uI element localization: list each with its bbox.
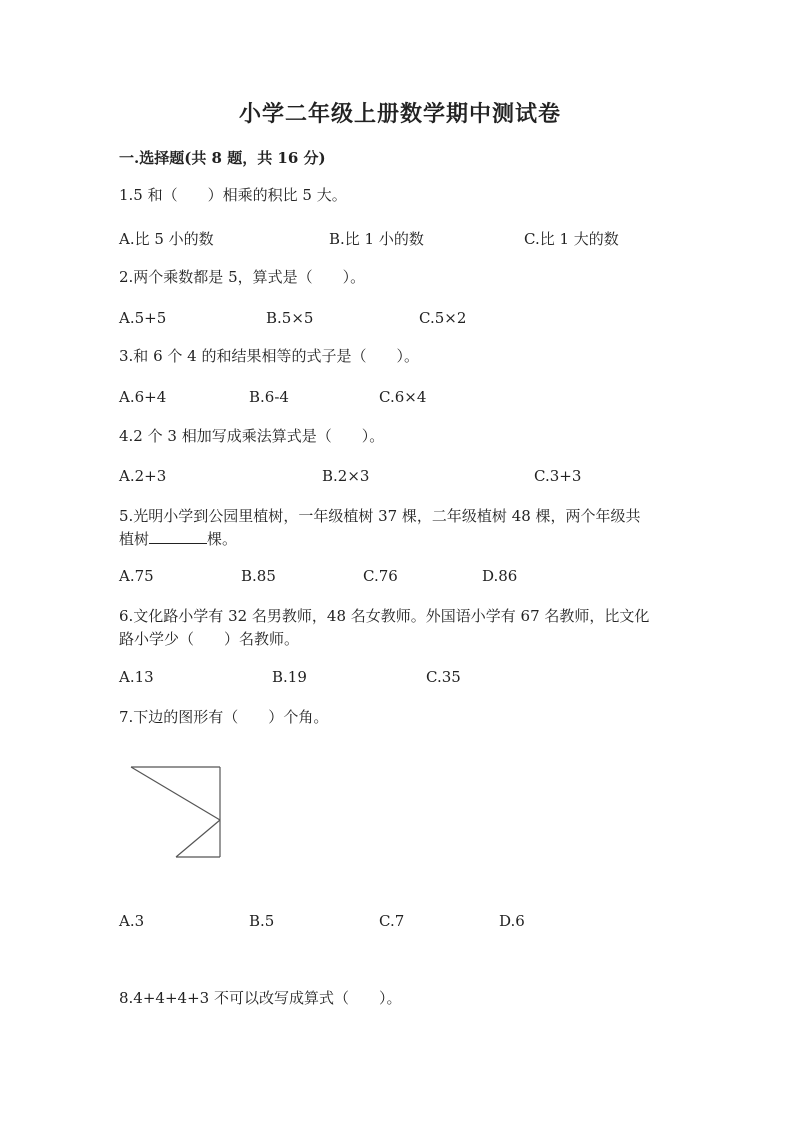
q5-option-a: A.75 <box>119 567 154 585</box>
q3-option-a: A.6+4 <box>119 388 167 406</box>
q4-option-b: B.2×3 <box>322 467 370 485</box>
angle-figure <box>128 765 224 861</box>
question-6 <box>119 605 684 651</box>
q7-option-a: A.3 <box>119 912 145 930</box>
q2-option-c: C.5×2 <box>419 309 467 327</box>
question-7: 7.下边的图形有（ ）个角。 <box>119 708 329 726</box>
q5-option-d: D.86 <box>482 567 518 585</box>
question-6-line-2: 路小学少（ ）名教师。 <box>119 630 300 648</box>
q7-option-c: C.7 <box>379 912 405 930</box>
question-4: 4.2 个 3 相加写成乘法算式是（ ）。 <box>119 427 385 445</box>
question-5-line-2-start: 植树 <box>119 530 150 548</box>
question-5-line-2 <box>119 528 684 551</box>
answer-blank <box>149 529 207 544</box>
q5-option-c: C.76 <box>363 567 398 585</box>
q4-option-c: C.3+3 <box>534 467 582 485</box>
question-6-line-1: 6.文化路小学有 32 名男教师，48 名女教师。外国语小学有 67 名教师，比文化 <box>119 607 650 625</box>
q2-option-b: B.5×5 <box>266 309 314 327</box>
q4-option-a: A.2+3 <box>119 467 167 485</box>
q2-option-a: A.5+5 <box>119 309 167 327</box>
question-8: 8.4+4+4+3 不可以改写成算式（ ）。 <box>119 989 402 1007</box>
q6-option-b: B.19 <box>272 668 307 686</box>
q1-option-b: B.比 1 小的数 <box>329 230 424 248</box>
question-5 <box>119 505 684 551</box>
question-5-line-2-end: 棵。 <box>207 530 238 548</box>
q5-option-b: B.85 <box>241 567 276 585</box>
q6-option-a: A.13 <box>119 668 154 686</box>
figure-diagonal-lower <box>176 820 220 857</box>
question-2: 2.两个乘数都是 5，算式是（ ）。 <box>119 268 366 286</box>
q7-option-d: D.6 <box>499 912 525 930</box>
question-5-line-1: 5.光明小学到公园里植树，一年级植树 37 棵，二年级植树 48 棵，两个年级共 <box>119 507 641 525</box>
question-1: 1.5 和（ ）相乘的积比 5 大。 <box>119 186 347 204</box>
q3-option-c: C.6×4 <box>379 388 427 406</box>
q1-option-c: C.比 1 大的数 <box>524 230 619 248</box>
q7-option-b: B.5 <box>249 912 275 930</box>
page-title: 小学二年级上册数学期中测试卷 <box>238 101 561 127</box>
section-heading: 一.选择题(共 8 题，共 16 分) <box>119 149 326 167</box>
q3-option-b: B.6-4 <box>249 388 289 406</box>
q1-option-a: A.比 5 小的数 <box>119 230 214 248</box>
question-3: 3.和 6 个 4 的和结果相等的式子是（ ）。 <box>119 347 419 365</box>
q6-option-c: C.35 <box>426 668 461 686</box>
figure-diagonal-upper <box>131 767 220 820</box>
